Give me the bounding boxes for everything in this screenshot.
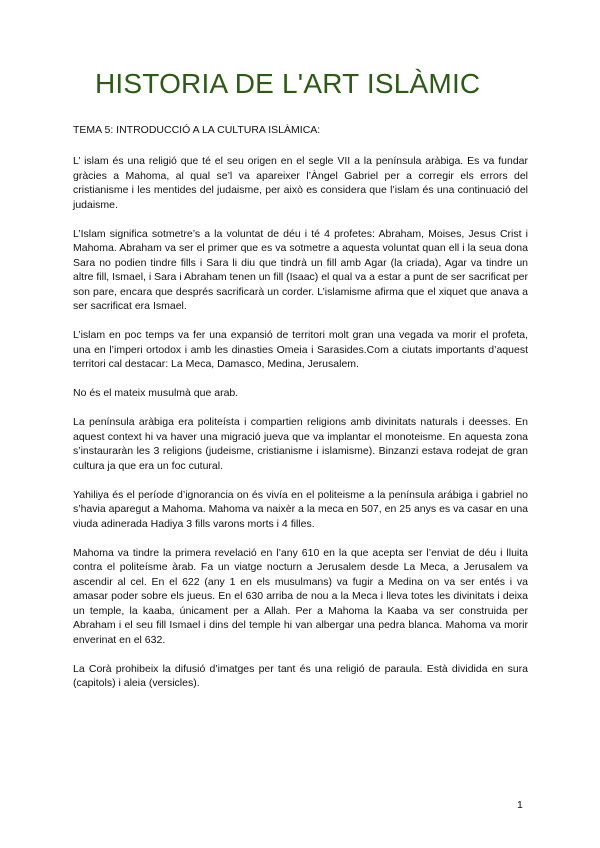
paragraph-quran: La Corà prohibeix la difusió d’imatges per tant és una religió de paraula. Està dividida en sura (capitols) i aleia (versicles). [73, 662, 528, 689]
paragraph-expansion: L’islam en poc temps va fer una expansió de territori molt gran una vegada va morir el profeta, una en l’imperi ortodox i amb les dinasties Omeia i Sarasides.Com a ciutats importants d’aquest territori cal destacar: La Meca, Damasco, Medina, Jerusalem. [73, 329, 528, 370]
paragraph-origins: L’ islam és una religió que té el seu origen en el segle VII a la península aràbiga. Es va fundar gràcies a Mahoma, al qual se’l va apareixer l’Àngel Gabriel per a corregir els errors del cristianisme i les mentides del judaisme, per això es considera que l’islam és una continuació del judaisme. [73, 155, 528, 211]
page-number: 1 [517, 799, 523, 811]
body-text [73, 154, 528, 705]
paragraph-yahiliya: Yahiliya és el període d’ignorancia on és vivía en el politeisme a la península arábiga i gabriel no s’havia aparegut a Mahoma. Mahoma va naixèr a la meca en 507, en 25 anys es va casar en una viuda adinerada Hadiya 3 fills varons morts i 4 filles. [73, 488, 528, 530]
paragraph-prophets: L’Islam significa sotmetre’s a la voluntat de déu i té 4 profetes: Abraham, Moises, Jesus Crist i Mahoma. Abraham va ser el primer que es va sotmetre a aquesta voluntat quan ell i la seua dona Sara no podien tindre fills i Sara li diu que tindrà un fill amb Agar (la criada), Agar va tindre un altre fill, Ismael, i Sara i Abraham tenen un fill (Isaac) el qual va a estar a punt de ser sacrificat per son pare, encara que després sacrificarà un corder. L’islamisme afirma que el xiquet que anava a ser sacrificat era Ismael. [73, 227, 528, 312]
document-title: HISTORIA DE L'ART ISLÀMIC [95, 68, 481, 99]
paragraph-muslim-arab: No és el mateix musulmà que arab. [73, 387, 239, 399]
paragraph-arabian-peninsula: La península aràbiga era politeísta i compartien religions amb divinitats naturals i deesses. En aquest context hi va haver una migració jueva que va implantar el monoteisme. En aquesta zona s’instauraràn les 3 religions (judeisme, cristianisme i islamisme). Binzanzi estava rodejat de gran cultura ja que era un foc cutural. [73, 416, 528, 472]
section-heading: TEMA 5: INTRODUCCIÓ A LA CULTURA ISLÀMICA: [73, 124, 321, 136]
paragraph-revelation: Mahoma va tindre la primera revelació en l’any 610 en la que acepta ser l’enviat de déu i lluita contra el politeísme àrab. Fa un viatge nocturn a Jerusalem desde La Meca, a Jerusalem va ascendir al cel. En el 622 (any 1 en els musulmans) va fugir a Medina on va ser entés i va amasar poder sobre els jueus. En el 630 arriba de nou a la Meca i lleva totes les divinitats i deixa un temple, la kaaba, únicament per a Allah. Per a Mahoma la Kaaba va ser construida per Abraham i el seu fill Ismael i dins del temple hi van albergar una pedra blanca. Mahoma va morir enverinat en el 632. [73, 546, 528, 646]
